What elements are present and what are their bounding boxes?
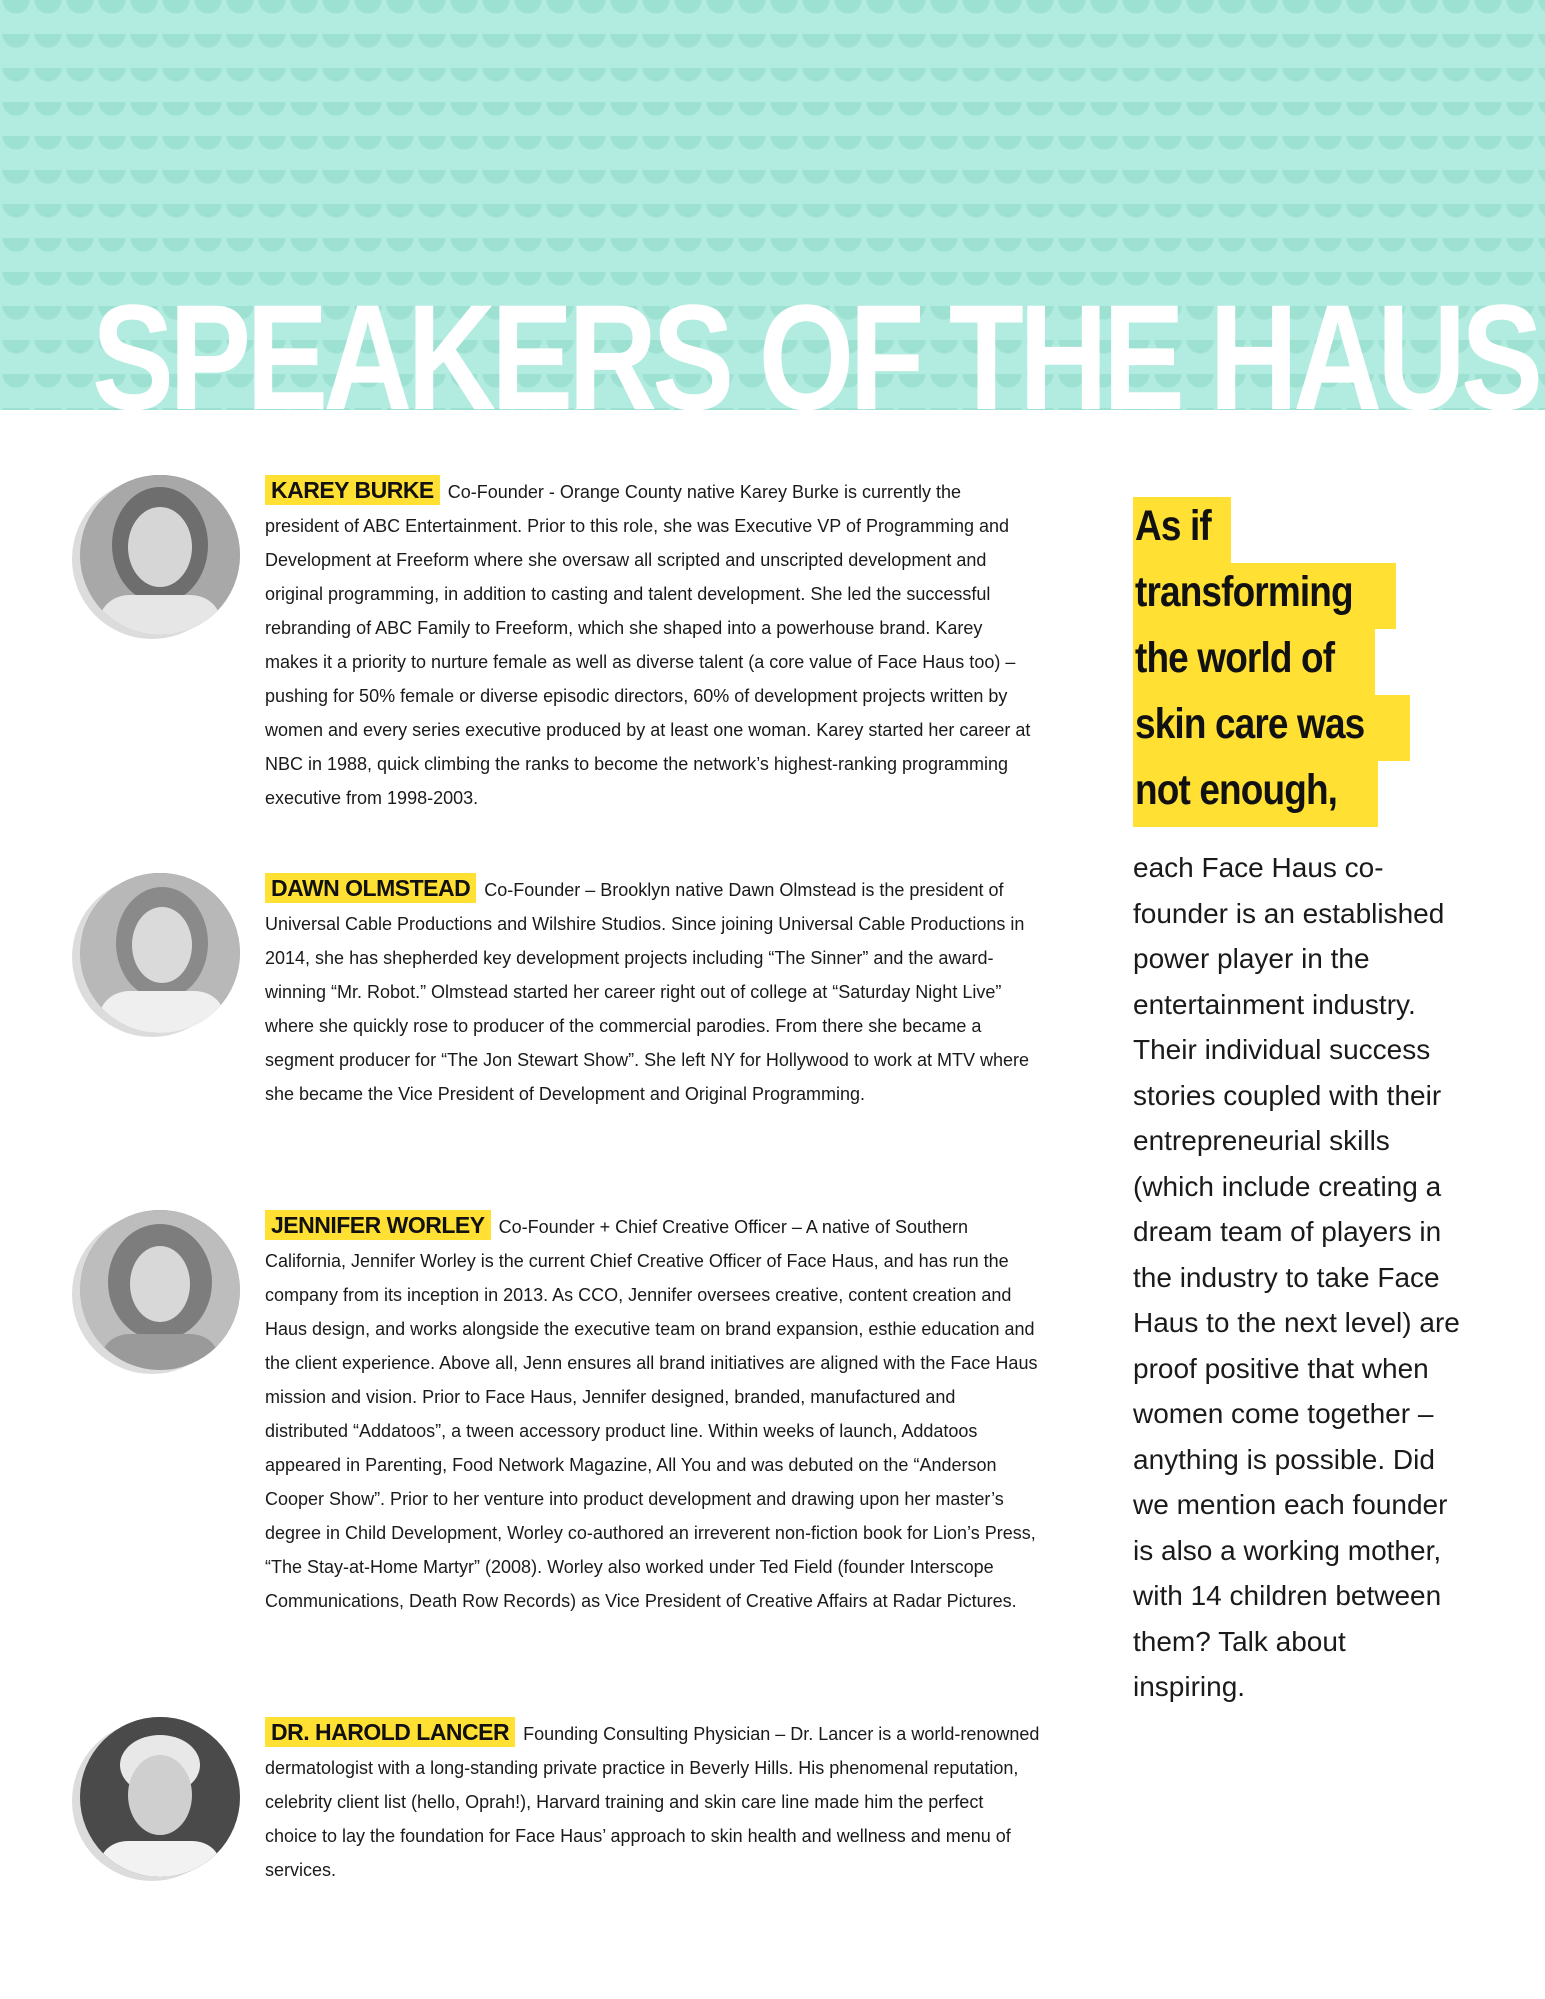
sidebar-callout	[1133, 497, 1460, 1710]
pull-quote-line: skin care was	[1133, 695, 1410, 761]
pull-quote-line: not enough,	[1133, 761, 1378, 827]
pull-quote	[1133, 497, 1433, 827]
sidebar-text: each Face Haus co-founder is an established power player in the entertainment industry. Their individual success stories coupled with their entrepreneurial skills (which include creating a dream team of players in the industry to take Face Haus to the next level) are proof positive that when women come together – anything is possible. Did we mention each founder is also a working mother, with 14 children between them? Talk about inspiring.	[1133, 852, 1460, 1702]
pull-quote-line: transforming	[1133, 563, 1396, 629]
portrait-icon	[80, 1717, 240, 1877]
speaker-bio-block	[265, 475, 1040, 815]
pull-quote-line: As if	[1133, 497, 1231, 563]
speaker-photo	[80, 1717, 240, 1877]
speaker-bio: Co-Founder + Chief Creative Officer – A native of Southern California, Jennifer Worley is the current Chief Creative Officer of Face Haus, and has run the company from its inception in 2013. As CCO, Jennifer oversees creative, content creation and Haus design, and works alongside the executive team on brand expansion, esthie education and the client experience. Above all, Jenn ensures all brand initiatives are aligned with the Face Haus mission and vision. Prior to Face Haus, Jennifer designed, branded, manufactured and distributed “Addatoos”, a tween accessory product line. Within weeks of launch, Addatoos appeared in Parenting, Food Network Magazine, All You and was debuted on the “Anderson Cooper Show”. Prior to her venture into product development and drawing upon her master’s degree in Child Development, Worley co-authored an irreverent non-fiction book for Lion’s Press, “The Stay-at-Home Martyr” (2008). Worley also worked under Ted Field (founder Interscope Communications, Death Row Records) as Vice President of Creative Affairs at Radar Pictures.	[265, 1217, 1038, 1611]
portrait-icon	[80, 1210, 240, 1370]
header-banner	[0, 0, 1545, 410]
speaker-bio: Founding Consulting Physician – Dr. Lancer is a world-renowned dermatologist with a long-standing private practice in Beverly Hills. His phenomenal reputation, celebrity client list (hello, Oprah!), Harvard training and skin care line made him the perfect choice to lay the foundation for Face Haus’ approach to skin health and wellness and menu of services.	[265, 1724, 1040, 1880]
portrait-icon	[80, 475, 240, 635]
speaker-photo	[80, 873, 240, 1033]
speaker-bio: Co-Founder - Orange County native Karey Burke is currently the president of ABC Entertainment. Prior to this role, she was Executive VP of Programming and Development at Freeform where she oversaw all scripted and unscripted development and original programming, in addition to casting and talent development. She led the successful rebranding of ABC Family to Freeform, which she shaped into a powerhouse brand. Karey makes it a priority to nurture female as well as diverse talent (a core value of Face Haus too) – pushing for 50% female or diverse episodic directors, 60% of development projects written by women and every series executive produced by at least one woman. Karey started her career at NBC in 1988, quick climbing the ranks to become the network’s highest-ranking programming executive from 1998-2003.	[265, 482, 1031, 808]
speaker-name: KAREY BURKE	[265, 475, 440, 505]
speaker-name: DR. HAROLD LANCER	[265, 1717, 515, 1747]
speaker-bio: Co-Founder – Brooklyn native Dawn Olmstead is the president of Universal Cable Productions and Wilshire Studios. Since joining Universal Cable Productions in 2014, she has shepherded key development projects including “The Sinner” and the award-winning “Mr. Robot.” Olmstead started her career right out of college at “Saturday Night Live” where she quickly rose to producer of the commercial parodies. From there she became a segment producer for “The Jon Stewart Show”. She left NY for Hollywood to work at MTV where she became the Vice President of Development and Original Programming.	[265, 880, 1029, 1104]
speaker-bio-block	[265, 1210, 1040, 1618]
portrait-icon	[80, 873, 240, 1033]
speaker-photo	[80, 1210, 240, 1370]
speaker-bio-block	[265, 1717, 1040, 1887]
speaker-photo	[80, 475, 240, 635]
page-title: SPEAKERS OF THE HAUS	[92, 273, 1539, 410]
pull-quote-line: the world of	[1133, 629, 1375, 695]
speaker-name: DAWN OLMSTEAD	[265, 873, 476, 903]
speaker-bio-block	[265, 873, 1040, 1111]
speaker-name: JENNIFER WORLEY	[265, 1210, 491, 1240]
